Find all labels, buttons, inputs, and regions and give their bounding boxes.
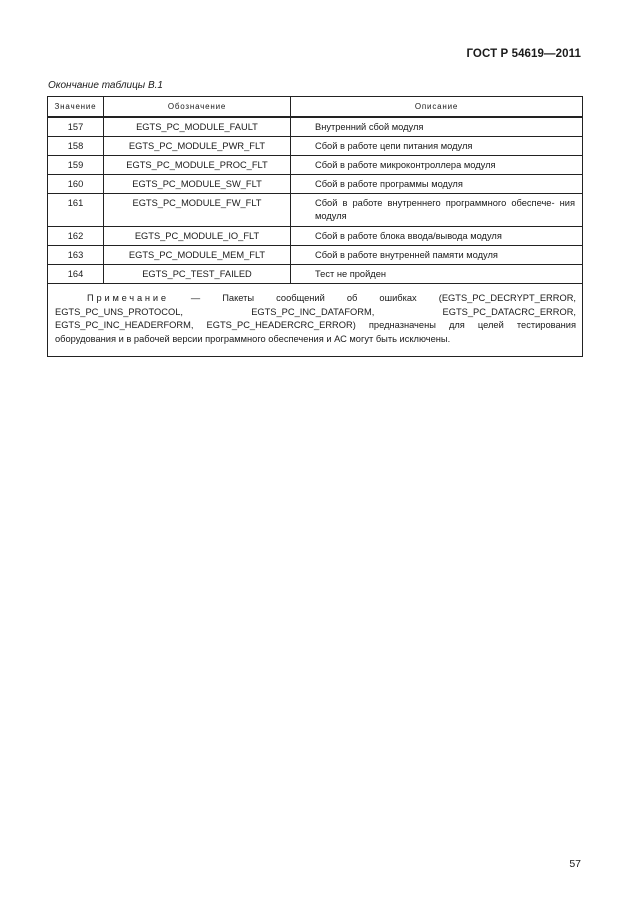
cell-value: 157 — [48, 117, 104, 137]
cell-value: 159 — [48, 156, 104, 175]
cell-description: Сбой в работе микроконтроллера модуля — [291, 156, 583, 175]
column-header-description: Описание — [291, 97, 583, 118]
cell-description: Сбой в работе внутреннего программного обеспече- ния модуля — [291, 194, 583, 227]
cell-name: EGTS_PC_MODULE_SW_FLT — [104, 175, 291, 194]
cell-value: 164 — [48, 265, 104, 284]
cell-value: 158 — [48, 137, 104, 156]
table-row — [48, 117, 583, 137]
cell-name: EGTS_PC_MODULE_PWR_FLT — [104, 137, 291, 156]
cell-description: Сбой в работе цепи питания модуля — [291, 137, 583, 156]
table-row — [48, 246, 583, 265]
table-row — [48, 175, 583, 194]
table-row — [48, 227, 583, 246]
cell-description: Сбой в работе внутренней памяти модуля — [291, 246, 583, 265]
cell-name: EGTS_PC_TEST_FAILED — [104, 265, 291, 284]
column-header-value: Значение — [48, 97, 104, 118]
table-row — [48, 265, 583, 284]
table-row — [48, 137, 583, 156]
cell-name: EGTS_PC_MODULE_MEM_FLT — [104, 246, 291, 265]
cell-description: Внутренний сбой модуля — [291, 117, 583, 137]
table-row — [48, 194, 583, 227]
cell-value: 163 — [48, 246, 104, 265]
cell-value: 160 — [48, 175, 104, 194]
table-caption: Окончание таблицы В.1 — [48, 80, 163, 91]
cell-name: EGTS_PC_MODULE_FW_FLT — [104, 194, 291, 227]
column-header-name: Обозначение — [104, 97, 291, 118]
cell-value: 161 — [48, 194, 104, 227]
page-number: 57 — [569, 858, 581, 870]
table-note-row — [48, 284, 583, 357]
note-text: — Пакеты сообщений об ошибках (EGTS_PC_DECRYPT_ERROR, EGTS_PC_UNS_PROTOCOL, EGTS_PC_INC_DATAFORM, EGTS_PC_DATACRC_ERROR, EGTS_PC_INC_HEADERFORM, EGTS_PC_HEADERCRC_ERROR) предназначены для целей тестирования оборудования и в рабочей версии программного обеспечения и АС могут быть исключены. — [55, 293, 576, 344]
cell-name: EGTS_PC_MODULE_PROC_FLT — [104, 156, 291, 175]
cell-name: EGTS_PC_MODULE_IO_FLT — [104, 227, 291, 246]
cell-name: EGTS_PC_MODULE_FAULT — [104, 117, 291, 137]
cell-value: 162 — [48, 227, 104, 246]
data-table — [47, 96, 583, 357]
note-label: Примечание — [87, 293, 169, 303]
table-header-row — [48, 97, 583, 118]
table-row — [48, 156, 583, 175]
cell-description: Сбой в работе программы модуля — [291, 175, 583, 194]
cell-description: Сбой в работе блока ввода/вывода модуля — [291, 227, 583, 246]
cell-description: Тест не пройден — [291, 265, 583, 284]
document-header: ГОСТ Р 54619—2011 — [466, 48, 581, 60]
table-note — [48, 284, 583, 357]
